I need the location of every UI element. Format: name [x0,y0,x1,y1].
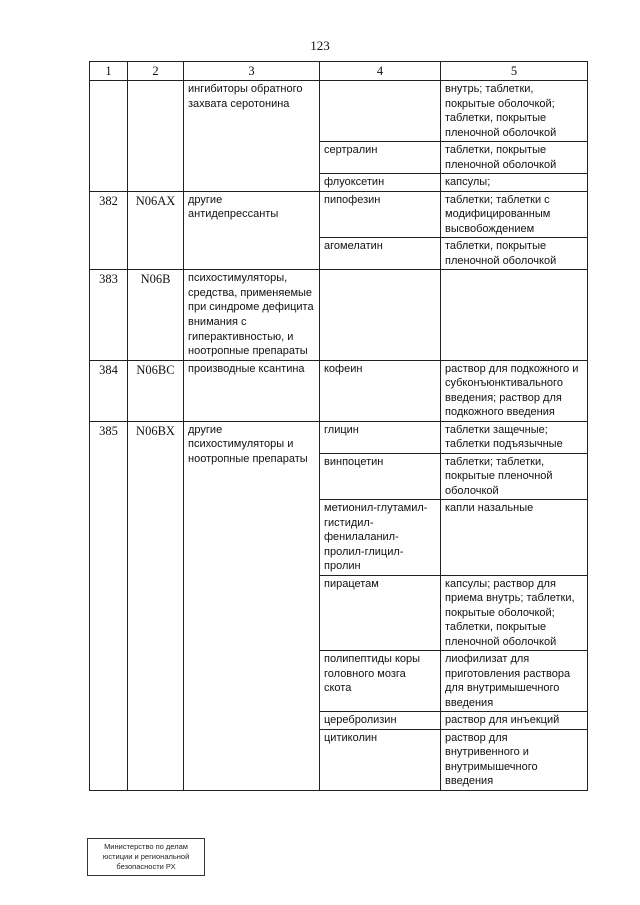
page-number: 123 [310,38,330,53]
atc-code-cell: N06AX [128,191,184,270]
atc-code-cell: N06BC [128,360,184,421]
stamp-line: юстиции и региональной [102,852,190,862]
column-header: 5 [441,62,588,81]
stamp-line: Министерство по делам [104,842,188,851]
drug-name-cell: церебролизин [320,712,441,730]
dosage-form-cell: таблетки; таблетки, покрытые пленочной оболочкой [441,453,588,500]
atc-code-cell: N06B [128,270,184,360]
drug-name-cell: пипофезин [320,191,441,238]
column-header: 1 [90,62,128,81]
column-header: 2 [128,62,184,81]
column-header: 4 [320,62,441,81]
drug-name-cell: сертралин [320,142,441,174]
table-row [90,81,588,142]
drug-name-cell: метионил-глутамил-гистидил-фенилаланил-пролил-глицил-пролин [320,500,441,576]
row-number-cell: 385 [90,421,128,790]
dosage-form-cell: капсулы; [441,174,588,192]
group-name-cell: другие психостимуляторы и ноотропные препараты [184,421,320,790]
group-name-cell: ингибиторы обратного захвата серотонина [184,81,320,192]
drug-name-cell: цитиколин [320,729,441,790]
table-row [90,421,588,453]
dosage-form-cell: капли назальные [441,500,588,576]
dosage-form-cell: таблетки, покрытые пленочной оболочкой [441,142,588,174]
stamp-line: безопасности РХ [116,862,176,872]
dosage-form-cell: таблетки защечные; таблетки подъязычные [441,421,588,453]
medicines-table [89,61,588,791]
dosage-form-cell: таблетки; таблетки с модифицированным высвобождением [441,191,588,238]
table-row [90,270,588,360]
table-row [90,191,588,238]
drug-name-cell: пирацетам [320,575,441,651]
dosage-form-cell: лиофилизат для приготовления раствора для внутримышечного введения [441,651,588,712]
header-row [90,62,588,81]
group-name-cell: другие антидепрессанты [184,191,320,270]
dosage-form-cell: раствор для инъекций [441,712,588,730]
group-name-cell: психостимуляторы, средства, применяемые при синдроме дефицита внимания с гиперактивностью, и ноотропные препараты [184,270,320,360]
drug-name-cell: винпоцетин [320,453,441,500]
table-body [90,81,588,791]
table-row [90,360,588,421]
drug-name-cell: флуоксетин [320,174,441,192]
ministry-stamp [87,838,205,876]
dosage-form-cell: раствор для подкожного и субконъюнктивального введения; раствор для подкожного введения [441,360,588,421]
drug-name-cell: полипептиды коры головного мозга скота [320,651,441,712]
dosage-form-cell: внутрь; таблетки, покрытые оболочкой; таблетки, покрытые пленочной оболочкой [441,81,588,142]
atc-code-cell [128,81,184,192]
row-number-cell: 382 [90,191,128,270]
atc-code-cell: N06BX [128,421,184,790]
group-name-cell: производные ксантина [184,360,320,421]
drug-name-cell: глицин [320,421,441,453]
drug-name-cell [320,270,441,360]
row-number-cell: 384 [90,360,128,421]
row-number-cell [90,81,128,192]
row-number-cell: 383 [90,270,128,360]
dosage-form-cell [441,270,588,360]
column-header: 3 [184,62,320,81]
dosage-form-cell: раствор для внутривенного и внутримышечного введения [441,729,588,790]
drug-name-cell: агомелатин [320,238,441,270]
dosage-form-cell: капсулы; раствор для приема внутрь; таблетки, покрытые оболочкой; таблетки, покрытые пленочной оболочкой [441,575,588,651]
drug-name-cell: кофеин [320,360,441,421]
dosage-form-cell: таблетки, покрытые пленочной оболочкой [441,238,588,270]
drug-name-cell [320,81,441,142]
